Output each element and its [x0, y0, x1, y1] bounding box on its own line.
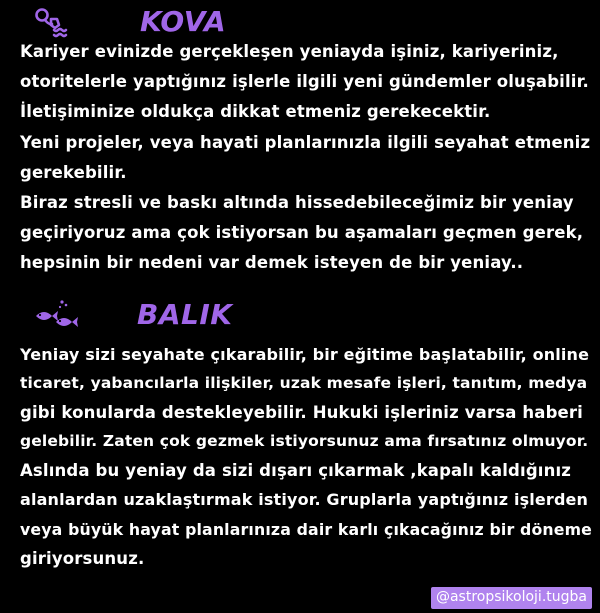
kova-line: hepsinin bir nedeni var demek isteyen de bir yeniay.. — [20, 253, 524, 273]
aquarius-icon — [30, 5, 72, 39]
balik-line: alanlardan uzaklaştırmak istiyor. Gruplarla yaptığınız işlerden — [20, 490, 589, 510]
balik-line: gelebilir. Zaten çok gezmek istiyorsunuz ama fırsatınız olmuyor. — [20, 432, 589, 451]
balik-line: veya büyük hayat planlarınıza dair karlı çıkacağınız bir döneme — [20, 519, 593, 539]
balik-line: gibi konularda destekleyebilir. Hukuki işleriniz varsa haberi — [20, 403, 583, 423]
kova-line: gerekebilir. — [20, 162, 127, 182]
kova-line: Biraz stresli ve baskı altında hissedebileceğimiz bir yeniay — [20, 193, 574, 213]
balik-line: Aslında bu yeniay da sizi dışarı çıkarmak ,kapalı kaldığınız — [20, 461, 572, 481]
kova-line: otoritelerle yaptığınız işlerle ilgili yeni gündemler oluşabilir. — [20, 72, 589, 92]
pisces-icon — [32, 298, 82, 332]
kova-title: KOVA — [140, 5, 227, 38]
balik-line: Yeniay sizi seyahate çıkarabilir, bir eğitime başlatabilir, online — [20, 345, 590, 364]
balik-line: giriyorsunuz. — [20, 548, 145, 568]
kova-line: Kariyer evinizde gerçekleşen yeniayda işiniz, kariyeriniz, — [20, 42, 559, 61]
author-handle: @astropsikoloji.tugba — [431, 587, 592, 609]
kova-line: Yeni projeler, veya hayati planlarınızla ilgili seyahat etmeniz — [20, 132, 591, 152]
balik-title: BALIK — [137, 298, 233, 331]
balik-line: ticaret, yabancılarla ilişkiler, uzak mesafe işleri, tanıtım, medya — [20, 374, 588, 393]
kova-text — [20, 37, 595, 279]
balik-text — [20, 340, 595, 573]
kova-line: İletişiminize oldukça dikkat etmeniz gerekecektir. — [20, 102, 491, 122]
kova-line: geçiriyoruz ama çok istiyorsan bu aşamaları geçmen gerek, — [20, 223, 584, 243]
